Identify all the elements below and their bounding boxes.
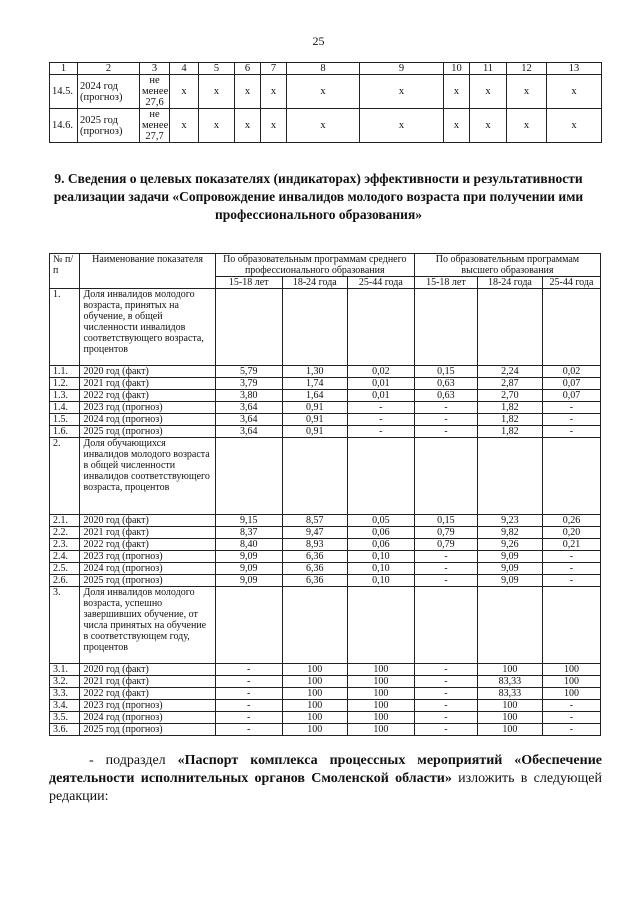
cell-value: 0,01 xyxy=(347,378,414,390)
page-number: 25 xyxy=(312,34,325,48)
cell-value: 100 xyxy=(347,676,414,688)
cell-value: - xyxy=(414,414,477,426)
cell-value: 100 xyxy=(347,712,414,724)
table-row xyxy=(50,75,602,109)
empty-cell xyxy=(282,289,347,366)
empty-cell xyxy=(347,587,414,664)
cell-value: - xyxy=(542,712,600,724)
cell-value: x xyxy=(235,109,261,143)
cell-value: - xyxy=(414,688,477,700)
empty-cell xyxy=(215,587,282,664)
table-row xyxy=(50,724,601,736)
section-heading: 9. Сведения о целевых показателях (индикаторах) эффективности и результативности реализации задачи «Сопровождение инвалидов молодого возраста при получении ими профессионального образования» xyxy=(53,171,584,222)
cell-value: 2,70 xyxy=(477,390,542,402)
cell-value: 9,26 xyxy=(477,539,542,551)
cell-value: - xyxy=(414,575,477,587)
row-number: 2.5. xyxy=(50,563,80,575)
col-header: 13 xyxy=(547,63,602,75)
col-header-name: Наименование показателя xyxy=(80,254,215,289)
cell-value: - xyxy=(542,575,600,587)
row-number: 3.1. xyxy=(50,664,80,676)
closing-lead: - подраздел xyxy=(89,753,178,768)
cell-value: - xyxy=(347,414,414,426)
cell-value: 100 xyxy=(347,700,414,712)
col-header: 12 xyxy=(507,63,547,75)
row-value: не менее 27,6 xyxy=(140,75,170,109)
cell-value: 3,64 xyxy=(215,414,282,426)
indicator-row xyxy=(50,587,601,664)
table-row xyxy=(50,563,601,575)
col-header: 11 xyxy=(470,63,507,75)
cell-value: x xyxy=(360,75,444,109)
cell-value: 100 xyxy=(347,664,414,676)
closing-subsection-title: «Паспорт комплекса процессных мероприятий «Обеспечение деятельности исполнительных органов Смоленской области» xyxy=(49,753,602,786)
row-number: 2.6. xyxy=(50,575,80,587)
cell-value: x xyxy=(507,75,547,109)
cell-value: 2,24 xyxy=(477,366,542,378)
cell-value: 0,02 xyxy=(347,366,414,378)
table-row xyxy=(50,426,601,438)
table-row xyxy=(50,109,602,143)
cell-value: x xyxy=(470,75,507,109)
cell-value: - xyxy=(414,664,477,676)
cell-value: 0,15 xyxy=(414,366,477,378)
table-header-row xyxy=(50,63,602,75)
cell-value: 0,63 xyxy=(414,378,477,390)
cell-value: - xyxy=(542,700,600,712)
empty-cell xyxy=(477,438,542,515)
cell-value: 100 xyxy=(542,676,600,688)
closing-tail: изложить в следующей редакции: xyxy=(49,771,602,804)
row-year: 2020 год (факт) xyxy=(80,664,215,676)
row-year: 2025 год (прогноз) xyxy=(80,724,215,736)
cell-value: x xyxy=(199,75,235,109)
cell-value: - xyxy=(215,712,282,724)
row-year: 2022 год (факт) xyxy=(80,539,215,551)
row-year: 2024 год (прогноз) xyxy=(80,563,215,575)
cell-value: 8,57 xyxy=(282,515,347,527)
age-group-header: 18-24 года xyxy=(282,277,347,289)
indicator-number: 2. xyxy=(50,438,80,515)
cell-value: - xyxy=(215,724,282,736)
cell-value: - xyxy=(414,676,477,688)
row-value: не менее 27,7 xyxy=(140,109,170,143)
age-group-header: 18-24 года xyxy=(477,277,542,289)
cell-value: 100 xyxy=(477,712,542,724)
row-year: 2021 год (факт) xyxy=(80,676,215,688)
col-header: 8 xyxy=(287,63,360,75)
cell-value: 8,40 xyxy=(215,539,282,551)
row-year: 2020 год (факт) xyxy=(80,515,215,527)
row-number: 2.3. xyxy=(50,539,80,551)
empty-cell xyxy=(282,587,347,664)
empty-cell xyxy=(542,438,600,515)
cell-value: x xyxy=(547,75,602,109)
cell-value: 100 xyxy=(282,664,347,676)
cell-value: - xyxy=(414,700,477,712)
row-number: 3.3. xyxy=(50,688,80,700)
indicator-number: 3. xyxy=(50,587,80,664)
cell-value: 0,01 xyxy=(347,390,414,402)
col-header: 1 xyxy=(50,63,78,75)
continuation-table xyxy=(49,62,602,143)
col-header: 3 xyxy=(140,63,170,75)
cell-value: 100 xyxy=(347,724,414,736)
age-group-header: 15-18 лет xyxy=(414,277,477,289)
row-year: 2022 год (факт) xyxy=(80,390,215,402)
cell-value: 1,82 xyxy=(477,426,542,438)
table-row xyxy=(50,712,601,724)
cell-value: x xyxy=(547,109,602,143)
table-row xyxy=(50,515,601,527)
empty-cell xyxy=(215,438,282,515)
cell-value: - xyxy=(414,563,477,575)
cell-value: 0,10 xyxy=(347,563,414,575)
row-number: 3.5. xyxy=(50,712,80,724)
cell-value: - xyxy=(215,688,282,700)
col-header-vo: По образовательным программам высшего образования xyxy=(414,254,600,277)
cell-value: - xyxy=(215,664,282,676)
row-year: 2020 год (факт) xyxy=(80,366,215,378)
row-number: 14.6. xyxy=(50,109,78,143)
age-group-header: 25-44 года xyxy=(542,277,600,289)
cell-value: 0,07 xyxy=(542,390,600,402)
cell-value: 9,47 xyxy=(282,527,347,539)
cell-value: 9,09 xyxy=(477,563,542,575)
cell-value: x xyxy=(470,109,507,143)
empty-cell xyxy=(215,289,282,366)
indicator-name: Доля обучающихся инвалидов молодого возраста в общей численности инвалидов соответствующего возраста, процентов xyxy=(80,438,215,515)
row-name: 2025 год (прогноз) xyxy=(78,109,140,143)
row-number: 2.2. xyxy=(50,527,80,539)
cell-value: - xyxy=(215,700,282,712)
cell-value: - xyxy=(542,402,600,414)
empty-cell xyxy=(542,587,600,664)
cell-value: 9,09 xyxy=(215,575,282,587)
table-row xyxy=(50,676,601,688)
row-number: 1.3. xyxy=(50,390,80,402)
cell-value: 100 xyxy=(282,688,347,700)
cell-value: 9,09 xyxy=(215,551,282,563)
row-number: 2.1. xyxy=(50,515,80,527)
col-header: 5 xyxy=(199,63,235,75)
cell-value: 0,91 xyxy=(282,426,347,438)
cell-value: x xyxy=(287,109,360,143)
table-row xyxy=(50,551,601,563)
cell-value: 8,93 xyxy=(282,539,347,551)
row-number: 1.5. xyxy=(50,414,80,426)
row-number: 1.2. xyxy=(50,378,80,390)
row-year: 2024 год (прогноз) xyxy=(80,414,215,426)
empty-cell xyxy=(414,438,477,515)
cell-value: - xyxy=(414,724,477,736)
empty-cell xyxy=(414,289,477,366)
cell-value: 9,15 xyxy=(215,515,282,527)
cell-value: 3,64 xyxy=(215,426,282,438)
indicator-name: Доля инвалидов молодого возраста, принятых на обучение, в общей численности инвалидов соответствующего возраста, процентов xyxy=(80,289,215,366)
col-header: 6 xyxy=(235,63,261,75)
closing-paragraph xyxy=(49,752,602,806)
table-row xyxy=(50,378,601,390)
empty-cell xyxy=(477,587,542,664)
cell-value: 100 xyxy=(477,664,542,676)
cell-value: 6,36 xyxy=(282,551,347,563)
cell-value: 83,33 xyxy=(477,688,542,700)
age-group-header: 25-44 года xyxy=(347,277,414,289)
empty-cell xyxy=(347,289,414,366)
row-year: 2023 год (прогноз) xyxy=(80,551,215,563)
cell-value: 9,23 xyxy=(477,515,542,527)
row-number: 2.4. xyxy=(50,551,80,563)
cell-value: x xyxy=(261,75,287,109)
cell-value: - xyxy=(347,426,414,438)
cell-value: 1,74 xyxy=(282,378,347,390)
col-header: 2 xyxy=(78,63,140,75)
row-year: 2023 год (прогноз) xyxy=(80,700,215,712)
cell-value: 0,07 xyxy=(542,378,600,390)
cell-value: - xyxy=(542,724,600,736)
row-number: 1.6. xyxy=(50,426,80,438)
row-number: 1.1. xyxy=(50,366,80,378)
table-row xyxy=(50,402,601,414)
indicators-table xyxy=(49,253,601,736)
table-row xyxy=(50,366,601,378)
cell-value: x xyxy=(235,75,261,109)
table-row xyxy=(50,688,601,700)
indicator-row xyxy=(50,289,601,366)
row-year: 2025 год (прогноз) xyxy=(80,426,215,438)
cell-value: 0,91 xyxy=(282,414,347,426)
row-number: 3.2. xyxy=(50,676,80,688)
table-row xyxy=(50,664,601,676)
cell-value: - xyxy=(542,551,600,563)
cell-value: 3,79 xyxy=(215,378,282,390)
cell-value: 83,33 xyxy=(477,676,542,688)
empty-cell xyxy=(542,289,600,366)
cell-value: x xyxy=(444,109,470,143)
cell-value: 0,79 xyxy=(414,539,477,551)
col-header: 4 xyxy=(170,63,199,75)
cell-value: x xyxy=(287,75,360,109)
empty-cell xyxy=(414,587,477,664)
cell-value: 1,82 xyxy=(477,414,542,426)
cell-value: 9,09 xyxy=(215,563,282,575)
cell-value: 1,30 xyxy=(282,366,347,378)
indicator-row xyxy=(50,438,601,515)
row-year: 2021 год (факт) xyxy=(80,527,215,539)
cell-value: 9,82 xyxy=(477,527,542,539)
cell-value: 100 xyxy=(282,712,347,724)
table-row xyxy=(50,527,601,539)
cell-value: 3,80 xyxy=(215,390,282,402)
cell-value: - xyxy=(414,551,477,563)
cell-value: - xyxy=(215,676,282,688)
row-year: 2025 год (прогноз) xyxy=(80,575,215,587)
empty-cell xyxy=(347,438,414,515)
cell-value: 100 xyxy=(347,688,414,700)
row-year: 2022 год (факт) xyxy=(80,688,215,700)
table-row xyxy=(50,539,601,551)
col-header-num: № п/п xyxy=(50,254,80,289)
row-year: 2021 год (факт) xyxy=(80,378,215,390)
row-year: 2024 год (прогноз) xyxy=(80,712,215,724)
col-header: 10 xyxy=(444,63,470,75)
row-year: 2023 год (прогноз) xyxy=(80,402,215,414)
cell-value: 0,91 xyxy=(282,402,347,414)
cell-value: 0,15 xyxy=(414,515,477,527)
cell-value: 0,06 xyxy=(347,539,414,551)
cell-value: 100 xyxy=(477,700,542,712)
cell-value: 9,09 xyxy=(477,551,542,563)
cell-value: x xyxy=(507,109,547,143)
cell-value: x xyxy=(261,109,287,143)
cell-value: 0,02 xyxy=(542,366,600,378)
cell-value: 0,05 xyxy=(347,515,414,527)
row-number: 3.6. xyxy=(50,724,80,736)
cell-value: - xyxy=(542,563,600,575)
cell-value: 100 xyxy=(282,700,347,712)
cell-value: 0,06 xyxy=(347,527,414,539)
cell-value: 0,20 xyxy=(542,527,600,539)
cell-value: 6,36 xyxy=(282,563,347,575)
cell-value: 8,37 xyxy=(215,527,282,539)
cell-value: 9,09 xyxy=(477,575,542,587)
cell-value: 0,63 xyxy=(414,390,477,402)
table-row xyxy=(50,575,601,587)
cell-value: x xyxy=(444,75,470,109)
row-number: 3.4. xyxy=(50,700,80,712)
cell-value: x xyxy=(170,109,199,143)
cell-value: - xyxy=(347,402,414,414)
cell-value: 100 xyxy=(282,676,347,688)
cell-value: - xyxy=(414,426,477,438)
cell-value: 0,10 xyxy=(347,551,414,563)
cell-value: 0,21 xyxy=(542,539,600,551)
empty-cell xyxy=(477,289,542,366)
row-name: 2024 год (прогноз) xyxy=(78,75,140,109)
cell-value: 2,87 xyxy=(477,378,542,390)
row-number: 1.4. xyxy=(50,402,80,414)
cell-value: 3,64 xyxy=(215,402,282,414)
table-row xyxy=(50,390,601,402)
cell-value: x xyxy=(170,75,199,109)
col-header-spo: По образовательным программам среднего профессионального образования xyxy=(215,254,414,277)
cell-value: 1,64 xyxy=(282,390,347,402)
cell-value: 5,79 xyxy=(215,366,282,378)
empty-cell xyxy=(282,438,347,515)
cell-value: 0,26 xyxy=(542,515,600,527)
cell-value: 100 xyxy=(477,724,542,736)
col-header: 9 xyxy=(360,63,444,75)
indicator-name: Доля инвалидов молодого возраста, успешно завершивших обучение, от числа принятых на обучение в соответствующем году, процентов xyxy=(80,587,215,664)
cell-value: 100 xyxy=(542,688,600,700)
cell-value: 0,79 xyxy=(414,527,477,539)
cell-value: 100 xyxy=(282,724,347,736)
cell-value: 1,82 xyxy=(477,402,542,414)
indicator-number: 1. xyxy=(50,289,80,366)
row-number: 14.5. xyxy=(50,75,78,109)
cell-value: x xyxy=(360,109,444,143)
cell-value: - xyxy=(414,712,477,724)
table-row xyxy=(50,414,601,426)
cell-value: - xyxy=(414,402,477,414)
cell-value: - xyxy=(542,426,600,438)
cell-value: x xyxy=(199,109,235,143)
cell-value: - xyxy=(542,414,600,426)
cell-value: 0,10 xyxy=(347,575,414,587)
age-group-header: 15-18 лет xyxy=(215,277,282,289)
col-header: 7 xyxy=(261,63,287,75)
table-row xyxy=(50,700,601,712)
cell-value: 6,36 xyxy=(282,575,347,587)
cell-value: 100 xyxy=(542,664,600,676)
